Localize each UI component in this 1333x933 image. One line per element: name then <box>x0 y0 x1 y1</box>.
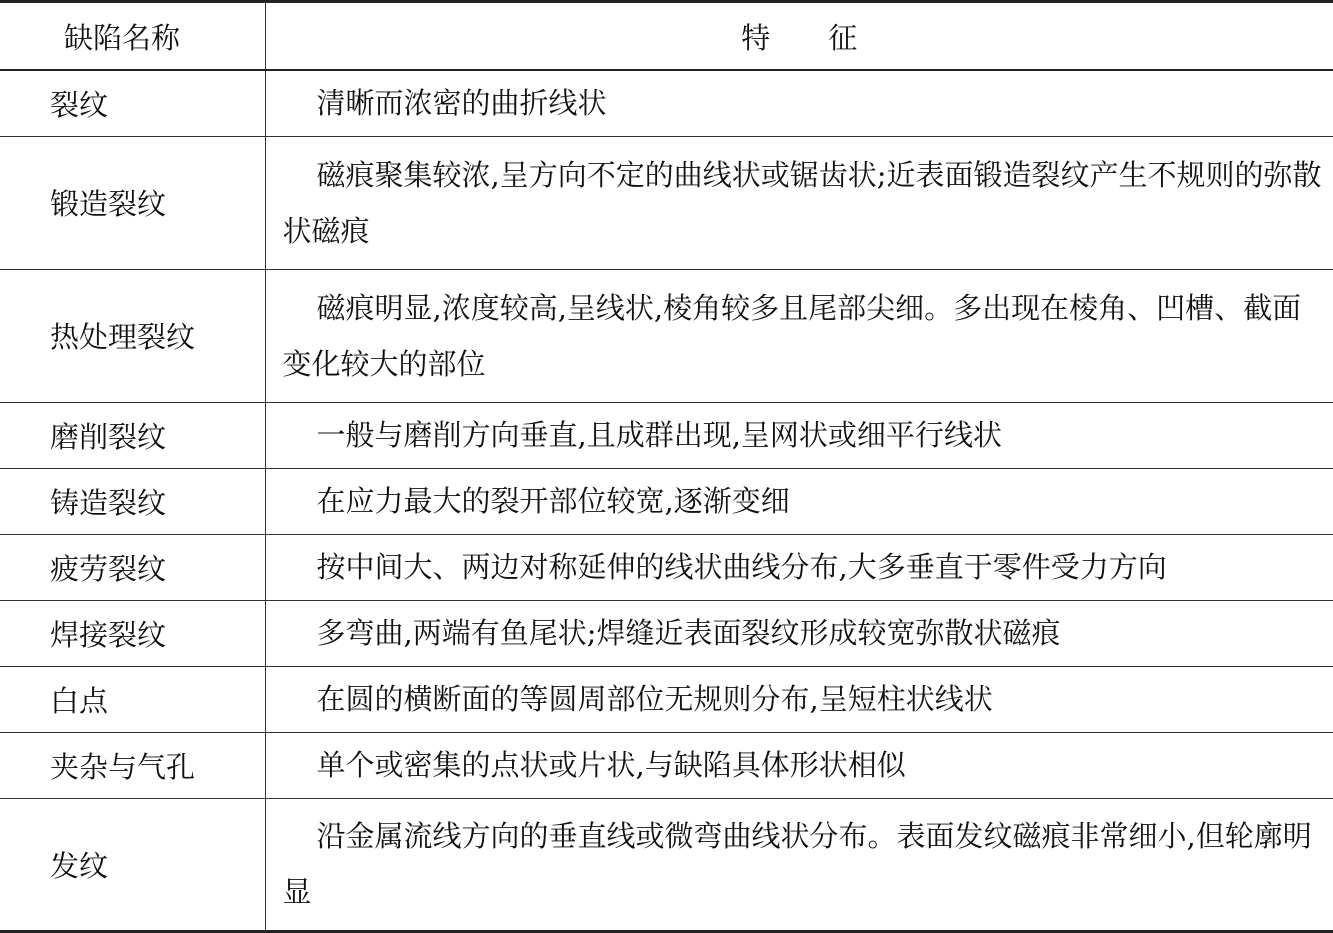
feature-cell <box>265 402 1333 468</box>
feature-cell <box>265 732 1333 798</box>
defect-name-cell: 夹杂与气孔 <box>0 732 265 798</box>
header-defect-name: 缺陷名称 <box>0 2 265 71</box>
feature-cell <box>265 534 1333 600</box>
table-row <box>0 402 1333 468</box>
feature-text: 单个或密集的点状或片状,与缺陷具体形状相似 <box>316 748 906 782</box>
defect-name-cell: 铸造裂纹 <box>0 468 265 534</box>
table-row <box>0 468 1333 534</box>
defect-name-cell: 焊接裂纹 <box>0 600 265 666</box>
feature-cell <box>265 468 1333 534</box>
defect-name-cell: 白点 <box>0 666 265 732</box>
defect-name-cell: 磨削裂纹 <box>0 402 265 468</box>
table-header-row <box>0 2 1333 71</box>
defect-name-cell: 裂纹 <box>0 70 265 136</box>
feature-text: 一般与磨削方向垂直,且成群出现,呈网状或细平行线状 <box>316 418 1002 452</box>
feature-text: 在圆的横断面的等圆周部位无规则分布,呈短柱状线状 <box>316 682 993 716</box>
feature-cell <box>265 600 1333 666</box>
defect-name-cell: 发纹 <box>0 798 265 931</box>
table-row <box>0 732 1333 798</box>
table-row <box>0 269 1333 402</box>
defect-name-cell: 热处理裂纹 <box>0 269 265 402</box>
defect-name-cell: 锻造裂纹 <box>0 136 265 269</box>
feature-text: 按中间大、两边对称延伸的线状曲线分布,大多垂直于零件受力方向 <box>316 550 1167 584</box>
feature-cell <box>265 269 1333 402</box>
feature-text: 在应力最大的裂开部位较宽,逐渐变细 <box>316 484 790 518</box>
feature-text: 沿金属流线方向的垂直线或微弯曲线状分布。表面发纹磁痕非常细小,但轮廓明显 <box>282 819 1312 909</box>
feature-cell <box>265 70 1333 136</box>
header-feature: 特 征 <box>265 2 1333 71</box>
feature-text: 多弯曲,两端有鱼尾状;焊缝近表面裂纹形成较宽弥散状磁痕 <box>316 616 1061 650</box>
feature-cell <box>265 798 1333 931</box>
table-row <box>0 136 1333 269</box>
table-row <box>0 534 1333 600</box>
feature-text: 磁痕明显,浓度较高,呈线状,棱角较多且尾部尖细。多出现在棱角、凹槽、截面变化较大的部位 <box>282 290 1302 381</box>
table-row <box>0 798 1333 931</box>
table-row <box>0 70 1333 136</box>
feature-cell <box>265 136 1333 269</box>
defect-name-cell: 疲劳裂纹 <box>0 534 265 600</box>
feature-text: 清晰而浓密的曲折线状 <box>316 86 607 121</box>
table-row <box>0 600 1333 666</box>
table-row <box>0 666 1333 732</box>
feature-cell <box>265 666 1333 732</box>
feature-text: 磁痕聚集较浓,呈方向不定的曲线状或锯齿状;近表面锻造裂纹产生不规则的弥散状磁痕 <box>282 157 1322 248</box>
